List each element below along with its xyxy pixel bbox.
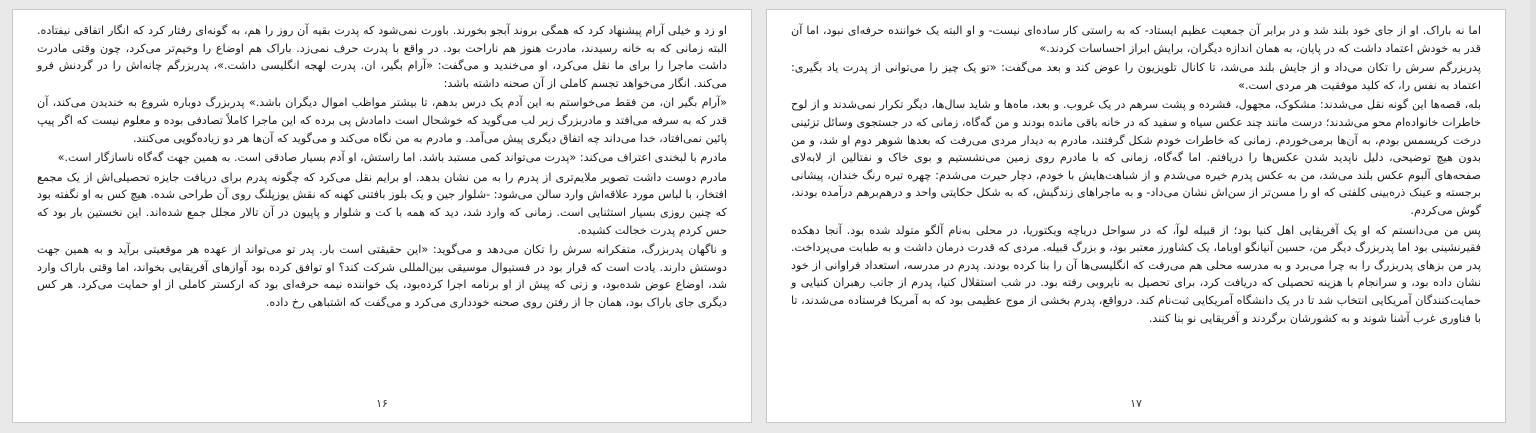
paragraph: بله، قصه‌ها این گونه نقل می‌شدند: مشکوک، مجهول، فشرده و پشت سرهم در یک غروب. و بعد، ماه‌ها و شاید سال‌ها، دیگر تکرار نمی‌شدند و از لوح خاطرات خانواده‌ام محو می‌شدند؛ درست مانند چند عکس سیاه و سفید که در خانه باقی مانده بودند و من گه‌گاه، زمانی که در جستجوی وسائل تزئینی درخت کریسمس بودم، به آن‌ها برمی‌خوردم. زمانی که خاطرات خودم شکل گرفتند، مادرم به دیدار مردی می‌رفت که بعدها شوهر دوم او شد، و من بدون هیچ توضیحی، دلیل ناپدید شدن عکس‌ها را دریافتم. اما گه‌گاه، زمانی که با مادرم روی زمین می‌نشستیم و بوی خاک و نفتالین از لابه‌لای صفحه‌های آلبوم عکس بلند می‌شد، من به عکس پدرم خیره می‌شدم و از شباهت‌هایش با خودم، دچار حیرت می‌شدم: چهره تیره رنگ خندان، پیشانی برجسته و عینک ذره‌بینی کلفتی که او را مسن‌تر از سن‌اش نشان می‌داد- و به ماجراهای زندگیش، که به شکل حکایتی واحد و درهم‌برهم درآمده بودند، گوش می‌کردم. [791,98,1481,217]
right-page-text [791,22,1481,327]
viewer-scrollbar[interactable] [1530,0,1536,433]
page-number: ۱۶ [376,397,388,410]
page-number: ۱۷ [1130,397,1142,410]
left-page-text [37,22,727,312]
paragraph: او زد و خیلی آرام پیشنهاد کرد که همگی بروند آبجو بخورند. باورت نمی‌شود که پدرت بقیه آن روز را هم، به گونه‌ای رفتار کرد که انگار اتفاقی نیفتاده. البته زمانی که به خانه رسیدند، مادرت هنوز هم ناراحت بود. در واقع با پدرت حرف نمی‌زد. باراک هم اوضاع را وخیم‌تر می‌کرد، چون وقتی مادرت داشت ماجرا را برای ما نقل می‌کرد، او می‌خندید و می‌گفت: «آرام بگیر، ان. پدرت لهجه انگلیسی داشت.»، پدربزرگم چانه‌اش را در گردنش فرو می‌کند. انگار می‌خواهد تجسم کاملی از آن صحنه داشته باشد: [37,24,727,90]
paragraph: پدربزرگم سرش را تکان می‌داد و از جایش بلند می‌شد، تا کانال تلویزیون را عوض کند و بعد می‌گفت: «تو یک چیز را می‌توانی از پدرت یاد بگیری: اعتماد به نفس را، که کلید موفقیت هر مردی است.» [791,61,1481,92]
paragraph: مادرم با لبخندی اعتراف می‌کند: «پدرت می‌تواند کمی مستبد باشد. اما راستش، او آدم بسیار صادقی است. به همین جهت گه‌گاه ناسازگار است.» [57,151,727,165]
paragraph: «آرام بگیر ان، من فقط می‌خواستم به این آدم یک درس بدهم، تا بیشتر مواظب اموال دیگران باشد.» پدربزرگ دوباره شروع به خندیدن می‌کند، آن قدر که به سرفه می‌افتد و مادربزرگ زیر لب می‌گوید که خوشحال است داماد‌ش پی برده که این ماجرا کاملاً تصادفی بوده و معلوم نیست که اگر پیپ پائین نمی‌افتاد، خدا می‌داند چه اتفاق دیگری پیش می‌آمد. و مادرم به من نگاه می‌کند و می‌گوید که آن‌ها هر دو زیاده‌گویی می‌کنند. [37,96,727,145]
paragraph: اما نه باراک. او از جای خود بلند شد و در برابر آن جمعیت عظیم ایستاد- که به راستی کار ساده‌ای نیست- و او البته یک خواننده حرفه‌ای نبود، اما آن قدر به خودش اعتماد داشت که در پایان، به همان اندازه دیگران، برایش ابراز احساسات کردند.» [791,24,1481,55]
paragraph: و ناگهان پدربزرگ، متفکرانه سرش را تکان می‌دهد و می‌گوید: «این حقیقتی است بار. پدر تو می‌تواند از عهده هر موقعیتی برآید و به همین جهت دوستش دارند. یادت است که قرار بود در فستیوال موسیقی بین‌المللی شرکت کند؟ او توافق کرده بود آوازهای آفریقایی بخواند، اما وقتی باراک وارد شد، اوضاع عوض شده‌بود، و زنی که پیش از او برنامه اجرا کرده‌بود، یک خواننده نیمه حرفه‌ای بود که ارکستر کاملی از او حمایت می‌کرد. هر کس دیگری جای باراک بود، همان جا از رفتن روی صحنه خودداری می‌کرد و می‌گفت که اشتباهی رخ داده. [37,243,727,309]
paragraph: مادرم دوست داشت تصویر ملایم‌تری از پدرم را به من نشان بدهد. او برایم نقل می‌کرد که چگونه پدرم برای دریافت جایزه تحصیلی‌اش از یک مجمع افتخار، با لباس مورد علاقه‌اش وارد سالن می‌شود: -شلوار جین و یک بلوز بافتنی کهنه که نقش یوزپلنگ روی آن طراحی شده. هیچ کس به او نگفته بود که چنین روزی بسیار استثنایی است. زمانی که وارد شد، دید که همه با کت و شلوار و پاپیون در آن تالار مجلل جمع شده‌اند. این نخستین بار بود که حس کردم پدرت خجالت کشیده. [37,170,727,237]
right-page [766,9,1506,423]
left-page [12,9,752,423]
paragraph: پس من می‌دانستم که او یک آفریقایی اهل کنیا بود؛ از قبیله لوآ، که در سواحل دریاچه ویکتوریا، در محلی به‌نام آلگو متولد شده بود. آنجا دهکده فقیرنشینی بود اما پدربزرگ دیگر من، حسین آنیانگو اوباما، یک کشاورز معتبر بود، و بزرگ قبیله. مردی که قدرت درمان داشت و به طبابت می‌پرداخت. پدر من بزهای پدربزرگ را به چرا می‌برد و به مدرسه محلی هم می‌رفت که انگلیسی‌ها آن را بنا کرده بودند. پدرم در مدرسه، استعداد فراوانی از خود نشان داده بود، و سرانجام با هزینه تحصیلی که دریافت کرد، برای تحصیل به نایروبی رفته بود. در شب استقلال کنیا، پدرم از جانب رهبران کنیایی و حمایت‌کنندگان آمریکایی انتخاب شد تا در یک دانشگاه آمریکایی ثبت‌نام کند. درواقع، پدرم بخشی از موج عظیمی بود که به آمریکا فرستاده می‌شدند، تا با فناوری غرب آشنا شوند و به کشورشان برگردند و آفریقایی نو بنا کنند. [791,223,1481,325]
